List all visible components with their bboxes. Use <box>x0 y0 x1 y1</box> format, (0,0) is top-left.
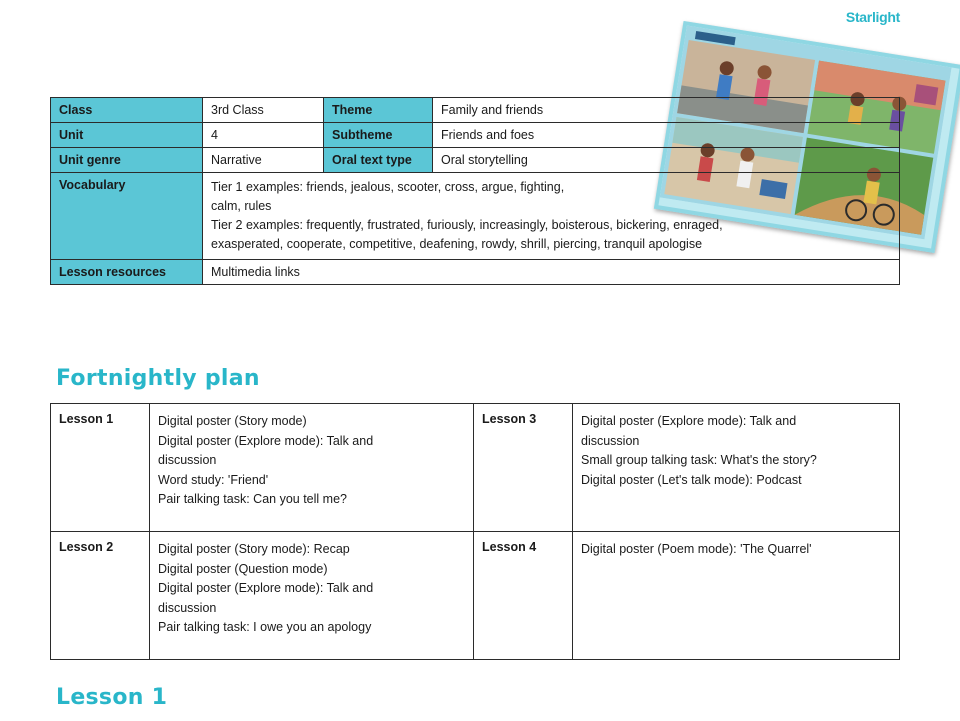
unit-value: 4 <box>203 123 324 148</box>
lesson-resources-label: Lesson resources <box>51 260 203 285</box>
class-value: 3rd Class <box>203 98 324 123</box>
activity-item: Digital poster (Story mode) <box>158 414 307 428</box>
lesson-resources-value[interactable]: Multimedia links <box>203 260 900 285</box>
activity-item: Word study: 'Friend' <box>158 472 269 487</box>
vocabulary-row <box>51 173 900 260</box>
lesson-4-activities <box>573 532 900 660</box>
class-row <box>51 98 900 123</box>
activity-item: Pair talking task: Can you tell me? <box>158 492 347 506</box>
subtheme-value: Friends and foes <box>433 123 900 148</box>
vocabulary-line: exasperated, cooperate, competitive, deafening, rowdy, shrill, piercing, tranquil apologise <box>211 237 703 251</box>
resources-row <box>51 260 900 285</box>
oral-text-type-label: Oral text type <box>324 148 433 173</box>
activity-item: Digital poster (Poem mode): 'The Quarrel' <box>581 542 812 556</box>
lesson-1-label: Lesson 1 <box>51 404 150 532</box>
plan-row <box>51 532 900 660</box>
class-label: Class <box>51 98 203 123</box>
unit-label: Unit <box>51 123 203 148</box>
fortnightly-plan-heading: Fortnightly plan <box>56 366 260 391</box>
lesson-3-label: Lesson 3 <box>474 404 573 532</box>
activity-item: discussion <box>581 433 640 448</box>
activity-item: Digital poster (Story mode): Recap <box>158 542 350 556</box>
vocabulary-label: Vocabulary <box>51 173 203 260</box>
unit-genre-label: Unit genre <box>51 148 203 173</box>
fortnightly-plan-table <box>50 403 900 660</box>
activity-item: Digital poster (Explore mode): Talk and <box>581 414 797 428</box>
oral-text-type-value: Oral storytelling <box>433 148 900 173</box>
lesson-3-activities <box>573 404 900 532</box>
activity-item: Pair talking task: I owe you an apology <box>158 620 372 634</box>
lesson-2-activities <box>150 532 474 660</box>
activity-item: discussion <box>158 600 217 615</box>
activity-item: discussion <box>158 453 217 467</box>
theme-label: Theme <box>324 98 433 123</box>
vocabulary-value <box>203 173 900 260</box>
unit-genre-value: Narrative <box>203 148 324 173</box>
genre-row <box>51 148 900 173</box>
lesson-1-heading: Lesson 1 <box>56 685 168 710</box>
activity-item: Digital poster (Let's talk mode): Podcast <box>581 472 802 487</box>
activity-item: Digital poster (Explore mode): Talk and <box>158 581 374 595</box>
lesson-1-activities <box>150 404 474 532</box>
activity-item: Digital poster (Question mode) <box>158 561 328 576</box>
vocabulary-line: Tier 1 examples: friends, jealous, scooter, cross, argue, fighting, <box>211 180 565 194</box>
brand-logo: Starlight <box>845 9 900 25</box>
activity-item: Small group talking task: What's the story? <box>581 453 817 467</box>
plan-row <box>51 404 900 532</box>
activity-item: Digital poster (Explore mode): Talk and <box>158 433 374 448</box>
unit-row <box>51 123 900 148</box>
lesson-2-label: Lesson 2 <box>51 532 150 660</box>
unit-info-table <box>50 97 900 285</box>
lesson-4-label: Lesson 4 <box>474 532 573 660</box>
subtheme-label: Subtheme <box>324 123 433 148</box>
vocabulary-line: Tier 2 examples: frequently, frustrated, furiously, increasingly, boisterous, bickering, enraged, <box>211 218 723 232</box>
theme-value: Family and friends <box>433 98 900 123</box>
vocabulary-line: calm, rules <box>211 199 272 213</box>
